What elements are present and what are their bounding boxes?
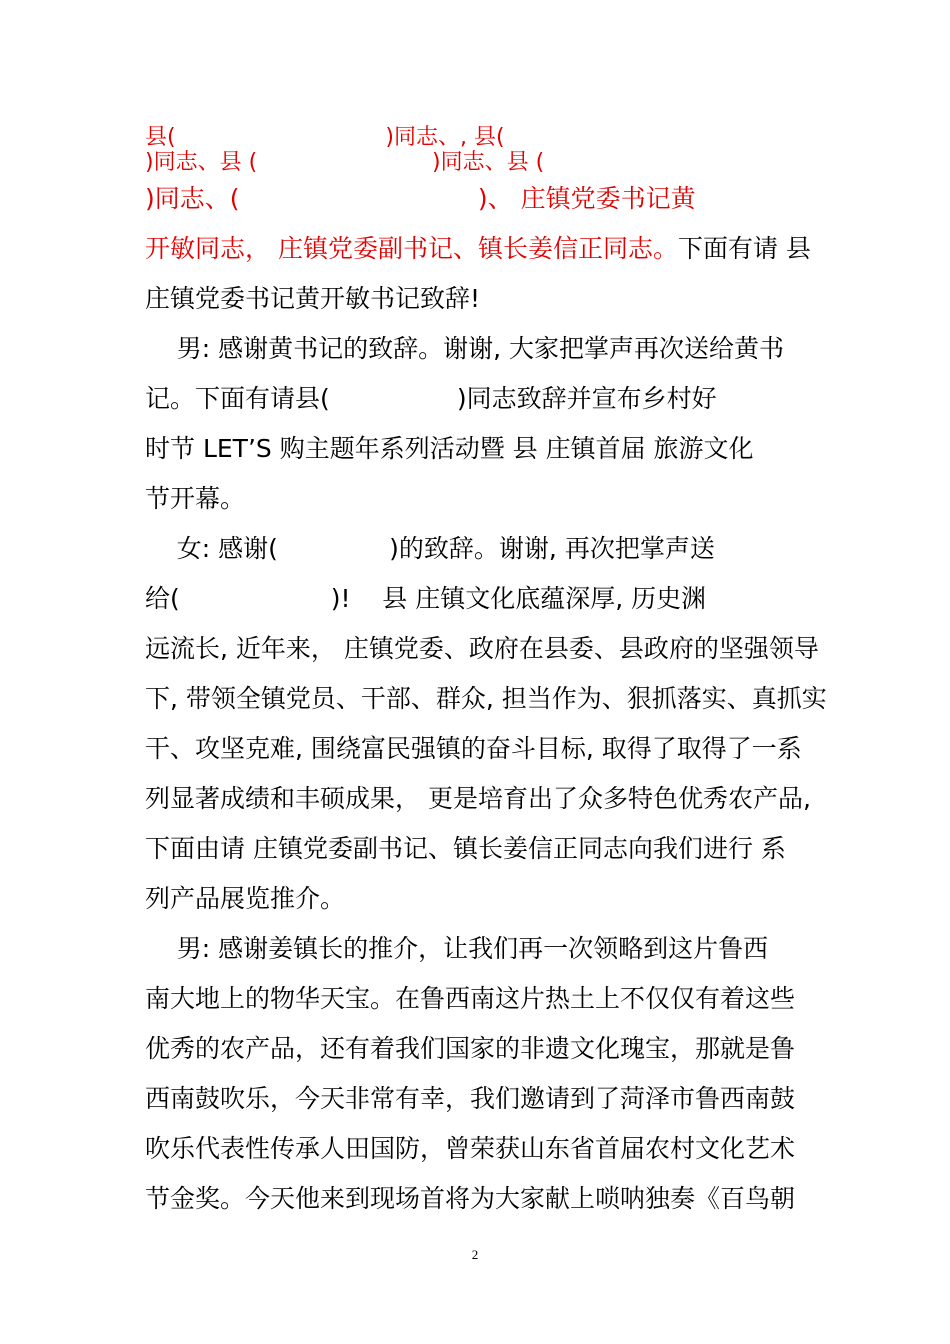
text-line-10: [145, 536, 715, 561]
text-segment: )同志、县 ( )同志、县 (: [145, 150, 545, 175]
text-segment: 县( )同志、, 县(: [145, 125, 505, 150]
text-line-22: [145, 1136, 795, 1161]
page-number: 2: [471, 1247, 479, 1262]
text-line-7: [145, 386, 717, 411]
text-line-13: [145, 686, 827, 711]
text-segment: 优秀的农产品，还有着我们国家的非遗文化瑰宝，那就是鲁: [145, 1034, 796, 1063]
text-segment: 南大地上的物华天宝。在鲁西南这片热土上不仅仅有着这些: [145, 984, 796, 1013]
text-segment: 女: 感谢( )的致辞。谢谢, 再次把掌声送: [145, 534, 715, 563]
text-segment: 开敏同志， 庄镇党委副书记、镇长姜信正同志。: [145, 234, 678, 263]
text-segment: 远流长, 近年来， 庄镇党委、政府在县委、县政府的坚强领导: [145, 634, 819, 663]
text-line-15: [145, 786, 811, 811]
text-line-16: [145, 836, 786, 861]
text-line-1: [145, 127, 505, 149]
text-line-17: [145, 886, 345, 911]
text-segment: 男: 感谢黄书记的致辞。谢谢, 大家把掌声再次送给黄书: [145, 334, 785, 363]
text-segment: 列产品展览推介。: [145, 884, 346, 913]
text-segment: 节开幕。: [145, 484, 246, 513]
text-segment: 列显著成绩和丰硕成果， 更是培育出了众多特色优秀农产品,: [145, 784, 811, 813]
text-line-14: [145, 736, 802, 761]
text-segment: 时节 LET’S 购主题年系列活动暨 县 庄镇首届 旅游文化: [145, 434, 754, 463]
text-line-3: [145, 186, 696, 211]
text-line-21: [145, 1086, 795, 1111]
text-line-23: [145, 1186, 795, 1211]
text-segment: 下, 带领全镇党员、干部、群众, 担当作为、狠抓落实、真抓实: [145, 684, 827, 713]
text-segment: 下面由请 庄镇党委副书记、镇长姜信正同志向我们进行 系: [145, 834, 786, 863]
text-line-12: [145, 636, 819, 661]
text-segment: 节金奖。今天他来到现场首将为大家献上唢呐独奏《百鸟朝: [145, 1184, 796, 1213]
text-segment: 给( )! 县 庄镇文化底蕴深厚, 历史渊: [145, 584, 707, 613]
text-segment: )同志、( )、 庄镇党委书记黄: [145, 184, 696, 213]
text-segment: 记。下面有请县( )同志致辞并宣布乡村好: [145, 384, 717, 413]
text-line-2: [145, 152, 544, 174]
text-line-6: [145, 336, 784, 361]
text-line-19: [145, 986, 795, 1011]
text-segment: 男: 感谢姜镇长的推介，让我们再一次领略到这片鲁西: [145, 934, 769, 963]
text-line-8: [145, 436, 754, 461]
text-line-11: [145, 586, 706, 611]
text-line-9: [145, 486, 245, 511]
text-segment: 吹乐代表性传承人田国防，曾荣获山东省首届农村文化艺术: [145, 1134, 796, 1163]
text-line-18: [145, 936, 768, 961]
text-line-20: [145, 1036, 795, 1061]
text-segment: 庄镇党委书记黄开敏书记致辞!: [145, 284, 481, 313]
text-segment: 干、攻坚克难, 围绕富民强镇的奋斗目标, 取得了取得了一系: [145, 734, 802, 763]
text-line-5: [145, 286, 480, 311]
text-line-4: [145, 236, 811, 261]
text-segment: 西南鼓吹乐，今天非常有幸，我们邀请到了菏泽市鲁西南鼓: [145, 1084, 796, 1113]
text-segment: 下面有请 县: [677, 234, 811, 263]
